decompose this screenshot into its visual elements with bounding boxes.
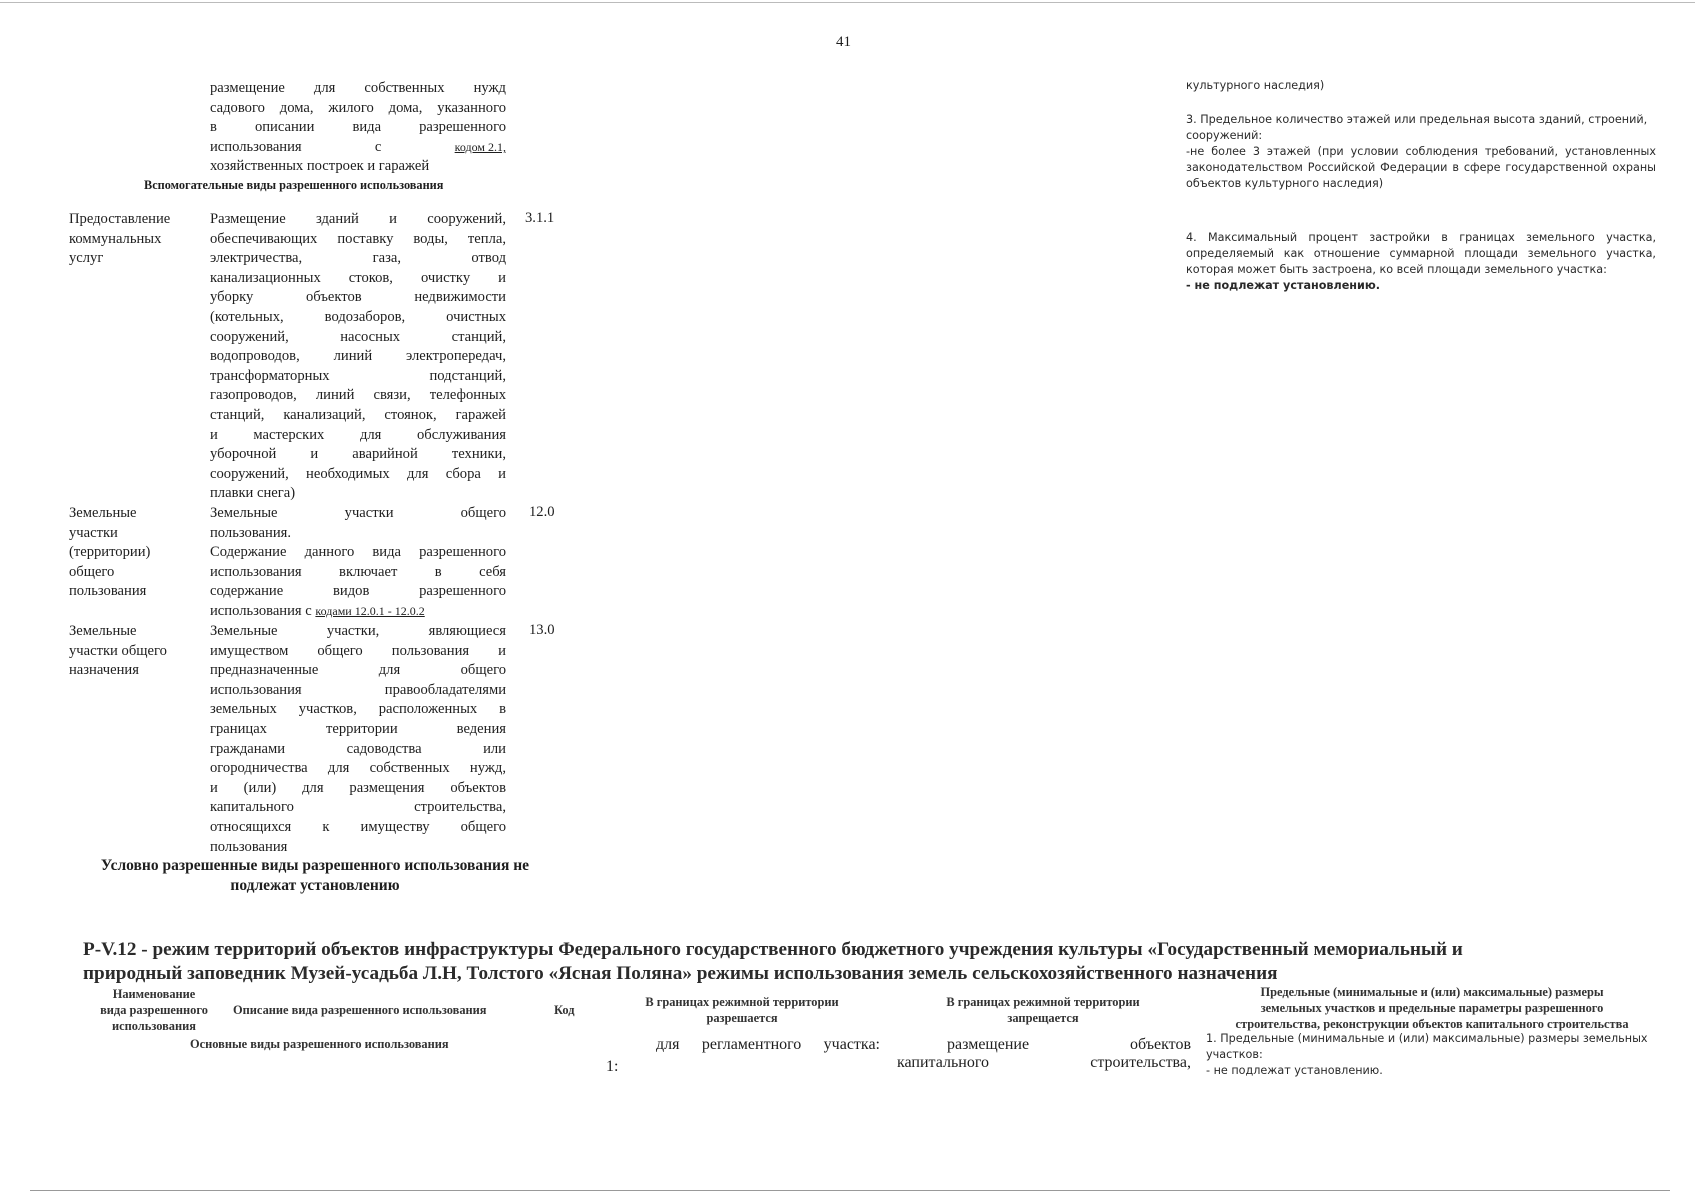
header-line: Наименование	[112, 987, 196, 1001]
note-line: законодательством Российской Федерации в сфере государственной охраны	[1186, 161, 1656, 174]
note-line: 3. Предельное количество этажей или предельная высота зданий, строений,	[1186, 113, 1648, 126]
note-line: объектов культурного наследия)	[1186, 177, 1384, 190]
name-line: коммунальных	[69, 230, 162, 247]
main-types-heading: Основные виды разрешенного использования	[190, 1037, 449, 1051]
row-description	[210, 622, 506, 857]
conditional-types-note	[70, 856, 560, 896]
desc-line: канализационных стоков, очистку и	[210, 269, 506, 286]
row-description	[210, 504, 506, 622]
name-line: услуг	[69, 250, 104, 267]
header-name	[90, 986, 218, 1034]
desc-line: границах территории ведения	[210, 720, 506, 737]
header-line: использования	[112, 1019, 196, 1033]
desc-line: предназначенные для общего	[210, 662, 506, 679]
limits-text	[1206, 1031, 1670, 1079]
desc-line: использования включает в себя	[210, 563, 506, 580]
header-line: В границах режимной территории	[946, 995, 1140, 1009]
desc-line: капитального строительства,	[210, 799, 506, 816]
desc-line: трансформаторных подстанций,	[210, 367, 506, 384]
prohibited-line: капитального строительства,	[897, 1054, 1191, 1071]
limits-line: участков:	[1206, 1048, 1263, 1061]
row-name	[69, 504, 150, 602]
row-code: 13.0	[529, 622, 555, 638]
header-line: Предельные (минимальные и (или) максимальные) размеры	[1260, 985, 1604, 999]
header-code: Код	[554, 1003, 575, 1017]
name-line: пользования	[69, 583, 147, 600]
desc-line-with-code-link	[210, 602, 506, 622]
name-line: Предоставление	[69, 211, 171, 227]
allowed-text: для регламентного участка:	[656, 1036, 880, 1053]
desc-prefix: использования с	[210, 602, 316, 619]
header-line: строительства, реконструкции объектов капитального строительства	[1235, 1017, 1629, 1031]
code-link[interactable]: кодами 12.0.1 - 12.0.2	[315, 603, 425, 618]
limits-line: 1. Предельные (минимальные и (или) максимальные) размеры земельных	[1206, 1032, 1648, 1045]
desc-line: сооружений, необходимых для сбора и	[210, 465, 506, 482]
desc-line: уборку объектов недвижимости	[210, 289, 506, 306]
header-line: вида разрешенного	[100, 1003, 208, 1017]
desc-line: водопроводов, линий электропередач,	[210, 348, 506, 365]
desc-line: газопроводов, линий связи, телефонных	[210, 387, 506, 404]
desc-line: пользования	[210, 838, 288, 855]
header-line: В границах режимной территории	[645, 995, 839, 1009]
header-prohibited	[927, 994, 1159, 1026]
note-line: Условно разрешенные виды разрешенного использования не	[100, 857, 530, 874]
desc-line: (котельных, водозаборов, очистных	[210, 308, 506, 325]
desc-line: и мастерских для обслуживания	[210, 426, 506, 443]
scan-bottom-edge-line	[30, 1190, 1670, 1191]
heading-line: природный заповедник Музей-усадьба Л.Н, Толстого «Ясная Поляна» режимы использования земель сельскохозяйственного назначения	[83, 963, 1278, 984]
row-description	[210, 210, 506, 504]
desc-line: имуществом общего пользования и	[210, 642, 506, 659]
right-notes	[1186, 78, 1656, 294]
name-line: участки	[69, 524, 118, 541]
desc-line: Размещение зданий и сооружений,	[210, 211, 506, 227]
name-line: назначения	[69, 662, 139, 679]
heading-line: P-V.12 - режим территорий объектов инфраструктуры Федерального государственного бюджетного учреждения культуры «Государственный мемориальный и	[83, 939, 1463, 960]
desc-line: плавки снега)	[210, 485, 296, 502]
note-line: 4. Максимальный процент застройки в границах земельного участка,	[1186, 231, 1656, 244]
section-heading	[83, 938, 1463, 986]
row-code: 12.0	[529, 504, 555, 520]
text-line-with-code-link: использования с кодом 2.1,	[210, 138, 506, 155]
text-line: в описании вида разрешенного	[210, 119, 506, 136]
note-line: - не подлежат установлению.	[1186, 279, 1380, 292]
row-number: 1:	[606, 1058, 619, 1075]
desc-line: сооружений, насосных станций,	[210, 328, 506, 345]
scan-top-edge-line	[0, 2, 1695, 3]
header-line: разрешается	[706, 1011, 778, 1025]
name-line: общего	[69, 563, 115, 580]
prohibited-line: размещение объектов	[947, 1036, 1191, 1053]
desc-line: уборочной и аварийной техники,	[210, 446, 506, 463]
desc-line: земельных участков, расположенных в	[210, 701, 506, 718]
row-name	[69, 210, 170, 269]
desc-line: огородничества для собственных нужд,	[210, 760, 506, 777]
text-line: садового дома, жилого дома, указанного	[210, 99, 506, 116]
header-description: Описание вида разрешенного использования	[233, 1003, 487, 1017]
row-code: 3.1.1	[525, 210, 555, 226]
desc-line: пользования.	[210, 524, 291, 541]
desc-line: гражданами садоводства или	[210, 740, 506, 757]
desc-line: Земельные участки общего	[210, 505, 506, 521]
row-name	[69, 622, 167, 681]
desc-line: использования правообладателями	[210, 681, 506, 698]
desc-line: обеспечивающих поставку воды, тепла,	[210, 230, 506, 247]
name-line: участки общего	[69, 642, 167, 659]
limits-line: - не подлежат установлению.	[1206, 1064, 1383, 1077]
top-continuation	[210, 79, 506, 177]
note-line: которая может быть застроена, ко всей площади земельного участка:	[1186, 263, 1607, 276]
desc-line: содержание видов разрешенного	[210, 583, 506, 600]
header-line: земельных участков и предельные параметры разрешенного	[1260, 1001, 1604, 1015]
auxiliary-types-heading: Вспомогательные виды разрешенного использования	[144, 178, 444, 192]
header-line: запрещается	[1007, 1011, 1079, 1025]
desc-line: относящихся к имуществу общего	[210, 818, 506, 835]
page-number: 41	[836, 34, 851, 50]
desc-line: электричества, газа, отвод	[210, 250, 506, 267]
note-line: подлежат установлению	[230, 877, 400, 894]
desc-line: Земельные участки, являющиеся	[210, 623, 506, 639]
prohibited-text	[897, 1036, 1191, 1072]
desc-line: Содержание данного вида разрешенного	[210, 544, 506, 561]
text-line: хозяйственных построек и гаражей	[210, 158, 430, 175]
header-limits	[1204, 984, 1660, 1032]
desc-line: станций, канализаций, стоянок, гаражей	[210, 406, 506, 423]
name-line: Земельные	[69, 505, 137, 521]
note-line: определяемый как отношение суммарной площади земельного участка,	[1186, 247, 1656, 260]
header-allowed	[626, 994, 858, 1026]
text-line: размещение для собственных нужд	[210, 80, 506, 96]
note-line: сооружений:	[1186, 129, 1263, 142]
name-line: (территории)	[69, 544, 151, 561]
note-line: -не более 3 этажей (при условии соблюдения требований, установленных	[1186, 145, 1656, 158]
name-line: Земельные	[69, 623, 137, 639]
note-line: культурного наследия)	[1186, 79, 1325, 92]
desc-line: и (или) для размещения объектов	[210, 779, 506, 796]
